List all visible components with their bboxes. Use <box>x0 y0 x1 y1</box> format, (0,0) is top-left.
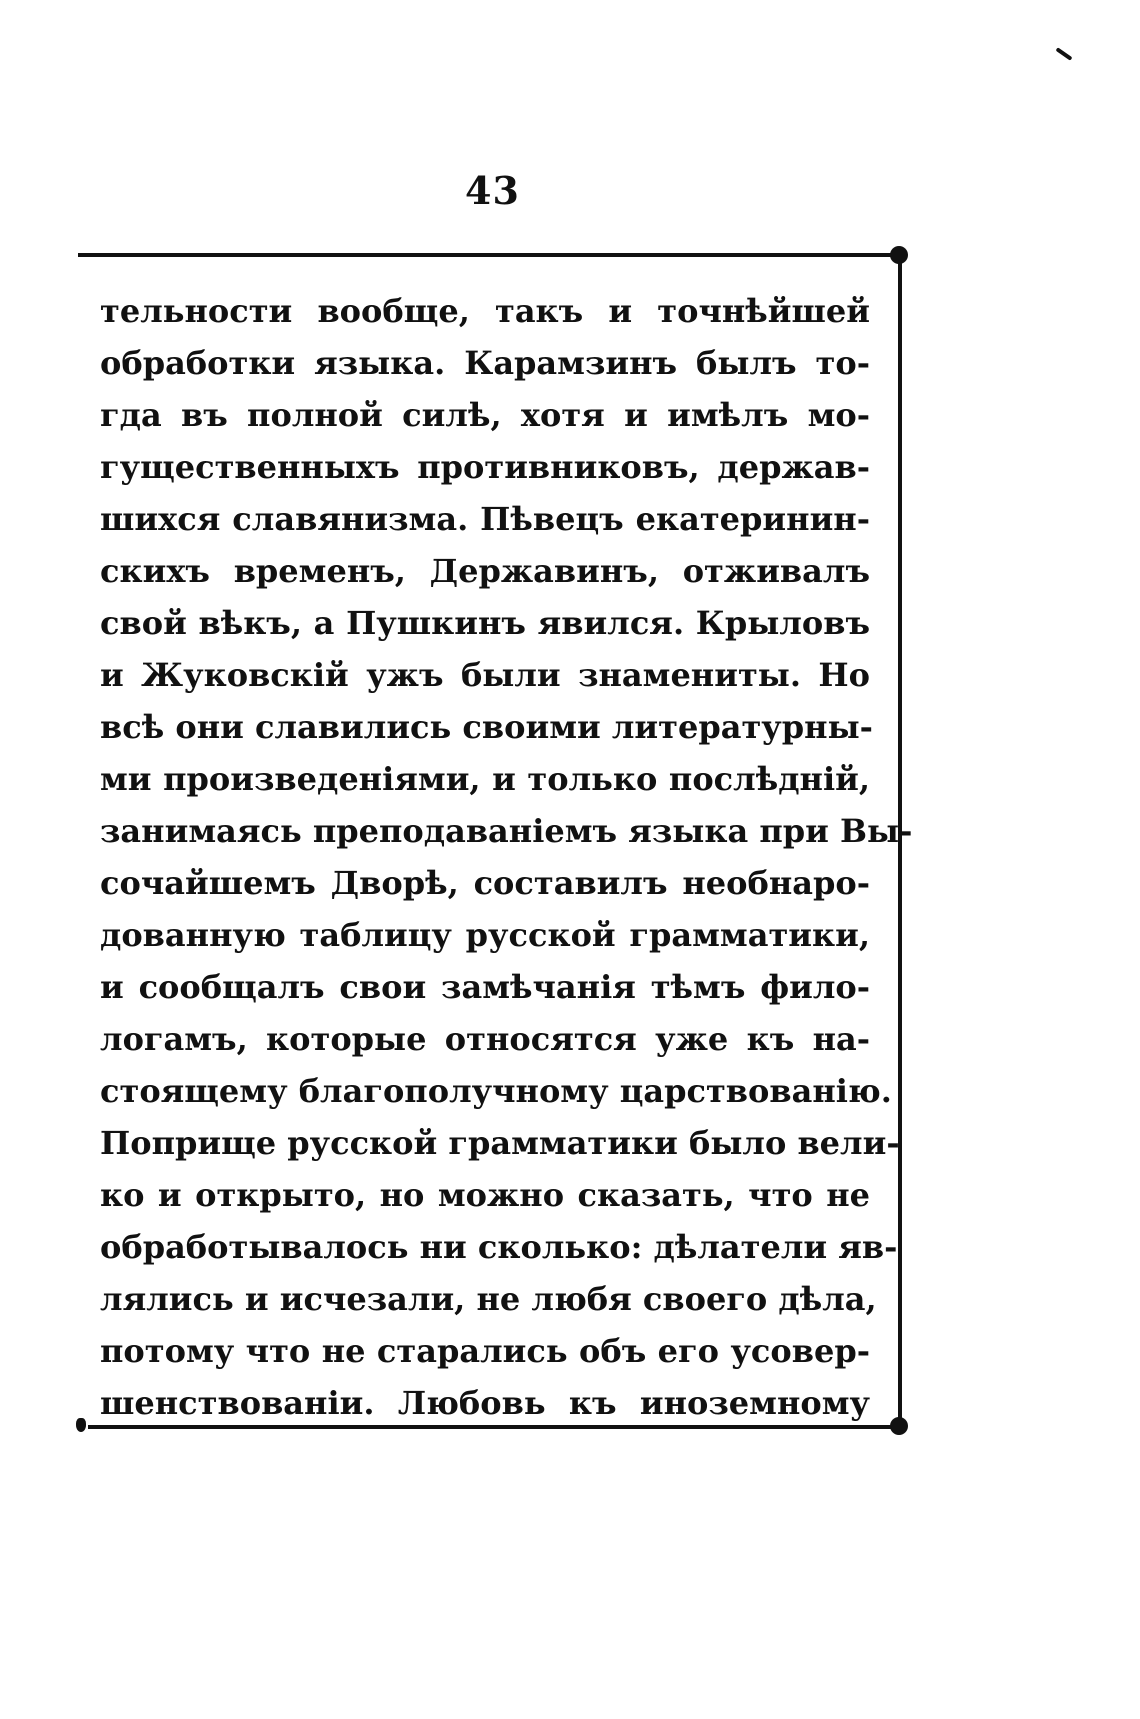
text-line: и Жуковскій ужъ были знамениты. Но <box>100 656 870 694</box>
corner-ornament-top-right <box>890 246 908 264</box>
corner-ornament-bottom-right <box>890 1417 908 1435</box>
text-line: тельности вообще, такъ и точнѣйшей <box>100 292 870 330</box>
page-number: 43 <box>465 168 520 213</box>
top-rule <box>78 253 900 257</box>
text-line: Поприще русской грамматики было вели- <box>100 1124 900 1162</box>
text-line: гда въ полной силѣ, хотя и имѣлъ мо- <box>100 396 870 434</box>
text-line: ко и открыто, но можно сказать, что не <box>100 1176 870 1214</box>
text-line: шенствованіи. Любовь къ иноземному <box>100 1384 870 1422</box>
text-line: гущественныхъ противниковъ, держав- <box>100 448 870 486</box>
text-line: ми произведеніями, и только послѣдній, <box>100 760 870 798</box>
text-line: потому что не старались объ его усовер- <box>100 1332 870 1370</box>
text-line: скихъ временъ, Державинъ, отживалъ <box>100 552 870 590</box>
corner-ornament-bottom-left <box>76 1418 86 1432</box>
text-line: сочайшемъ Дворѣ, составилъ необнаро- <box>100 864 870 902</box>
text-line: шихся славянизма. Пѣвецъ екатеринин- <box>100 500 870 538</box>
text-line: обработывалось ни сколько: дѣлатели яв- <box>100 1228 898 1266</box>
body-text <box>100 285 913 1429</box>
text-line: дованную таблицу русской грамматики, <box>100 916 870 954</box>
text-line: логамъ, которые относятся уже къ на- <box>100 1020 870 1058</box>
text-line: всѣ они славились своими литературны- <box>100 708 873 746</box>
text-line: лялись и исчезали, не любя своего дѣла, <box>100 1280 877 1318</box>
text-line: обработки языка. Карамзинъ былъ то- <box>100 344 870 382</box>
text-line: занимаясь преподаваніемъ языка при Вы- <box>100 812 913 850</box>
text-line: стоящему благополучному царствованію. <box>100 1072 892 1110</box>
ink-speck <box>1055 47 1072 61</box>
text-line: и сообщалъ свои замѣчанія тѣмъ фило- <box>100 968 870 1006</box>
text-line: свой вѣкъ, а Пушкинъ явился. Крыловъ <box>100 604 870 642</box>
